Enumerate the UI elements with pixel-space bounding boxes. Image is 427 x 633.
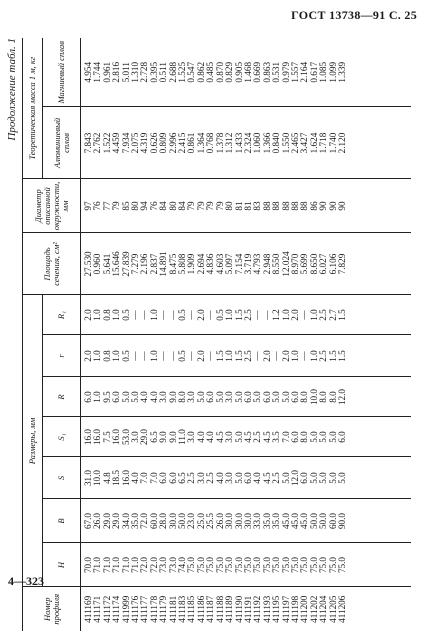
b-values: 67.0 26.0 29.0 29.0 34.0 35.0 72.0 60.0 28.0 30.0 50.0 23.0 25.0 25.5 26.0 30.0 30.0 30.0 33.0 35.0 35.0 45.0 45.0 45.0 50.0 50.0 60.0 90.0: [81, 499, 412, 543]
col-b-header: B: [43, 499, 81, 543]
h-values: 70.0 71.0 71.0 71.0 71.0 71.0 72.0 72.0 73.0 73.0 74.0 75.0 75.0 75.0 75.0 75.0 75.0 75.0 75.0 75.0 75.0 75.0 75.0 75.0 75.0 75.0 75.0 75.0: [81, 543, 412, 587]
profiles-table: [22, 38, 411, 631]
col-r-header: R: [43, 377, 81, 417]
col-diameter-header: Диаметр описанной окружности, мм: [23, 179, 81, 233]
col-r1-header: R₁: [43, 295, 81, 335]
page-header: ГОСТ 13738—91 С. 25: [291, 8, 417, 22]
dimensions-group-header: Размеры, мм: [23, 295, 43, 587]
col-mg-header: Магниевый сплав: [43, 38, 81, 107]
rotated-table-page: [6, 38, 411, 631]
continuation-label: Продолжение табл. 1: [6, 38, 18, 141]
col-al-header: Алюминиевый сплав: [43, 107, 81, 179]
r-small-values: 2.0 1.0 0.8 1.0 0.5 — — 1.0 — — 0.5 — 2.0 — 1.5 1.0 1.5 2.5 — 2.0 — 2.0 1.0 — 1.0 2.5 1.5 1.5: [81, 335, 412, 377]
al-mass-values: 7.843 2.762 1.522 4.459 7.934 2.075 4.319 0.626 0.809 2.996 2.415 0.861 1.364 0.768 1.378 1.312 1.433 2.324 1.060 1.366 0.840 1.550 2.465 3.427 1.624 1.718 1.740 2.120: [81, 107, 412, 179]
col-area-header: Площадь сечения, см²: [23, 233, 81, 295]
page-number: 4—323: [8, 574, 44, 588]
profile-numbers: 411169 411171 411172 411174 411999 411176 411177 411178 411179 411181 411183 411185 411186 411187 411188 411189 411190 411191 411192 411193 411195 411197 411198 411200 411202 411204 411205 411206: [83, 595, 347, 623]
col-r-small-header: r: [43, 335, 81, 377]
col-s-header: S: [43, 457, 81, 499]
col-profile-header: Номер профиля: [23, 587, 81, 631]
area-values: 27.530 0.960 5.641 15.646 27.839 7.279 2.196 2.837 14.891 8.475 5.808 1.909 2.694 4.836 4.603 5.097 7.154 3.719 4.793 2.948 8.550 12.024 8.970 5.699 8.650 6.027 6.106 7.829: [81, 233, 412, 295]
diameter-values: 97 76 77 79 85 80 94 76 84 80 84 79 79 79 79 80 81 81 83 88 88 88 88 88 86 90 90 90: [81, 179, 412, 233]
mg-mass-values: 4.954 1.744 0.961 2.816 5.011 1.310 2.728 0.395 0.511 2.688 1.525 0.547 0.862 0.485 0.870 0.829 0.905 1.468 0.669 0.863 0.531 0.979 1.557 2.164 0.617 1.085 1.099 1.339: [81, 38, 412, 107]
r-values: 6.0 1.0 9.5 6.0 5.0 5.0 4.0 4.0 3.0 9.0 8.0 3.0 5.0 6.0 5.0 3.0 5.0 6.0 5.0 6.0 5.0 5.0 6.0 8.0 10.0 8.0 8.0 12.0: [81, 377, 412, 417]
s1-values: 16.0 16.0 7.5 16.0 53.0 3.0 29.0 6.5 9.0 9.0 11.0 3.0 4.0 4.0 4.5 3.0 5.0 4.5 2.5 4.5 3.5 7.0 6.0 8.0 5.0 5.0 5.0 6.0: [81, 417, 412, 457]
s-values: 31.0 10.0 4.8 18.5 16.0 4.0 7.0 7.0 6.0 6.0 6.5 2.5 3.0 2.5 4.0 3.0 5.0 6.0 4.0 4.5 2.5 5.0 12.0 6.0 5.0 5.0 5.0 5.0: [81, 457, 412, 499]
r1-values: 2.0 1.0 0.8 1.0 0.5 — — 1.0 — — 0.5 — 2.0 — 0.5 1.0 1.5 2.5 — — 1.2 1.0 2.0 — 1.0 2.5 2.7 1.5: [81, 295, 412, 335]
mass-group-header: Теоретическая масса 1 м, кг: [23, 38, 43, 179]
col-h-header: H: [43, 543, 81, 587]
col-s1-header: S₁: [43, 417, 81, 457]
